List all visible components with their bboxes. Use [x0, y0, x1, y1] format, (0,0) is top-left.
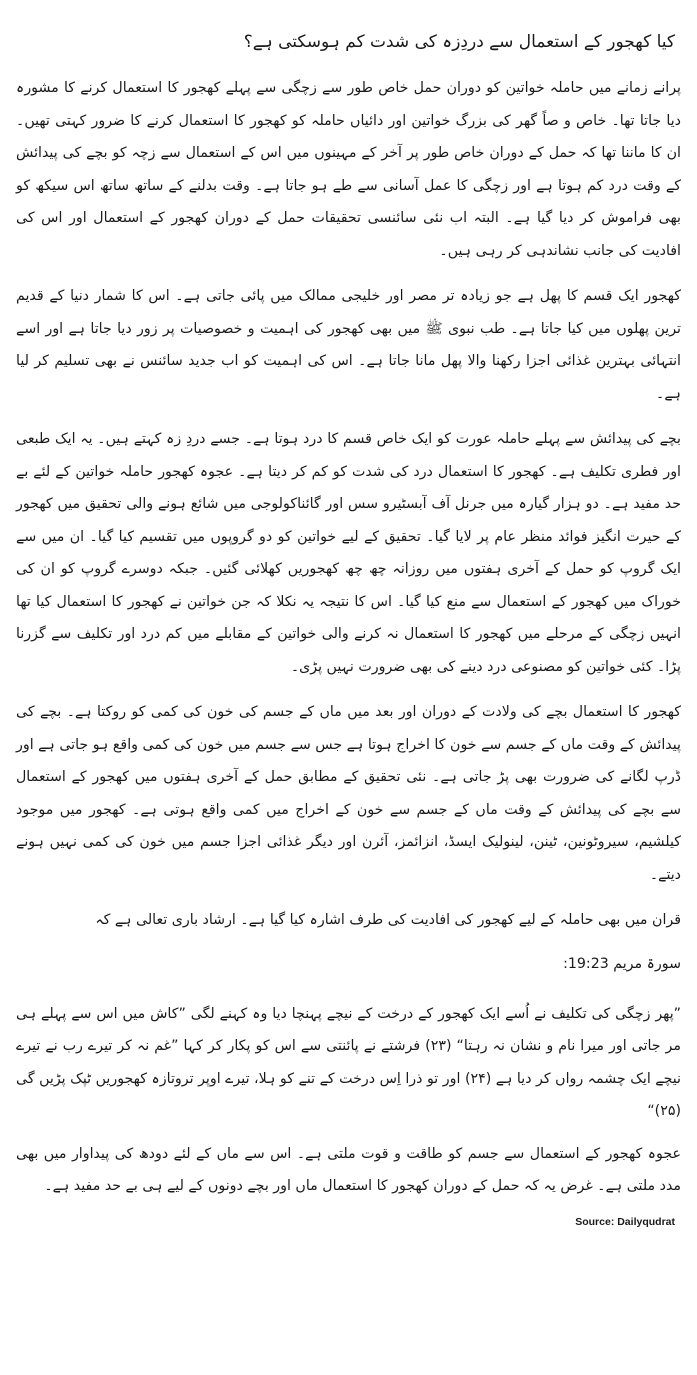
paragraph-closing: عجوہ کھجور کے استعمال سے جسم کو طاقت و قوت ملتی ہے۔ اس سے ماں کے لئے دودھ کی پیداوار میں بھی مدد ملتی ہے۔ غرض یہ کہ حمل کے دوران کھجور کا استعمال ماں اور بچے دونوں کے لیے ہی بے حد مفید ہے۔: [16, 1145, 681, 1194]
paragraph-quran-intro: قران میں بھی حاملہ کے لیے کھجور کی افادیت کی طرف اشارہ کیا گیا ہے۔ ارشاد باری تعالی ہے کہ: [95, 912, 681, 928]
paragraph-intro: پرانے زمانے میں حاملہ خواتین کو دوران حمل خاص طور سے زچگی سے پہلے کھجور کا استعمال کرنے کا مشورہ دیا جاتا تھا۔ خاص و صاً گھر کی بزرگ خواتین اور دائیاں حاملہ کو کھجور کا استعمال کرنے کا ضرور کہتی تھیں۔ ان کا ماننا تھا کہ حمل کے دوران خاص طور پر آخر کے مہینوں میں اس کے استعمال سے زچہ کو بچے کی پیدائش کے وقت درد کم ہوتا ہے اور زچگی کا عمل آسانی سے طے ہو جاتا ہے۔ وقت بدلنے کے ساتھ ساتھ اس سیکھ کو بھی فراموش کر دیا گیا ہے۔ البتہ اب نئی سائنسی تحقیقات حمل کے دوران کھجور کے استعمال اور اس کی افادیت کی جانب نشاندہی کر رہی ہیں۔: [16, 80, 681, 259]
source-credit: Source: Dailyqudrat: [575, 1215, 675, 1228]
paragraph-blood-loss: کھجور کا استعمال بچے کی ولادت کے دوران اور بعد میں ماں کے جسم کی خون کی کمی کو روکتا ہے۔ بچے کی پیدائش کے وقت ماں کے جسم سے خون کا اخراج ہوتا ہے جس سے جسم میں خون کی کمی واقع ہو جاتی ہے اور ڈرپ لگانے کی ضرورت بھی پڑ جاتی ہے۔ نئی تحقیق کے مطابق حمل کے آخری ہفتوں میں کھجور کے استعمال سے بچے کی پیدائش کے وقت ماں کے جسم سے خون کے اخراج میں کمی واقع ہوتی ہے۔ کھجور میں موجود کیلشیم، سیروٹونین، ٹینن، لینولیک ایسڈ، انزائمز، آئرن اور دیگر غذائی اجزا جسم میں خون کی کمی نہیں ہونے دیتے۔: [16, 704, 681, 883]
quran-quote: ”پھر زچگی کی تکلیف نے اُسے ایک کھجور کے درخت کے نیچے پہنچا دیا وہ کہنے لگی ”کاش میں اس سے پہلے ہی مر جاتی اور میرا نام و نشان نہ رہتا“ (۲۳) فرشتے نے پائنتی سے اس کو پکار کر کہا ”غم نہ کر تیرے رب نے تیرے نیچے ایک چشمہ رواں کر دیا ہے (۲۴) اور تو ذرا اِس درخت کے تنے کو ہلا، تیرے اوپر تروتازہ کھجوریں ٹپک پڑیں گی (۲۵)“: [16, 1005, 681, 1119]
paragraph-dates-fruit: کھجور ایک قسم کا پھل ہے جو زیادہ تر مصر اور خلیجی ممالک میں پائی جاتی ہے۔ اس کا شمار دنیا کے قدیم ترین پھلوں میں کیا جاتا ہے۔ طب نبوی ﷺ میں بھی کھجور کی اہمیت و خصوصیات پر زور دیا جاتا ہے اور اسے انتہائی بہترین غذائی اجزا رکھنا والا پھل مانا جاتا ہے۔ اس کی اہمیت کو اب جدید سائنس نے بھی تسلیم کر لیا ہے۔: [16, 288, 681, 402]
paragraph-labor-pain-study: بچے کی پیدائش سے پہلے حاملہ عورت کو ایک خاص قسم کا درد ہوتا ہے۔ جسے دردِ زہ کہتے ہیں۔ یہ ایک طبعی اور فطری تکلیف ہے۔ کھجور کا استعمال درد کی شدت کو کم کر دیتا ہے۔ عجوہ کھجور حاملہ خواتین کے لئے بے حد مفید ہے۔ دو ہزار گیارہ میں جرنل آف آبسٹیرو سس اور گائناکولوجی میں شائع ہونے والی تحقیق میں کھجور کے حیرت انگیز فوائد منظر عام پر لایا گیا۔ تحقیق کے لیے خواتین کو دو گروپوں میں تقسیم کیا گیا۔ ان میں سے ایک گروپ کو حمل کے آخری ہفتوں میں روزانہ چھ چھ کھجوریں کھلائی گئیں۔ جبکہ دوسرے گروپ کو ان کی خوراک میں کھجور کے استعمال سے منع کیا گیا۔ اس کا نتیجہ یہ نکلا کہ جن خواتین نے کھجور کا استعمال کیا تھا انہیں زچگی کے مرحلے میں کھجور کا استعمال نہ کرنے والی خواتین کے مقابلے میں کم درد اور تکلیف سے گزرنا پڑا۔ کئی خواتین کو مصنوعی درد دینے کی بھی ضرورت نہیں پڑی۔: [16, 431, 681, 675]
surah-reference: :سورۃ مریم 19:23: [563, 955, 681, 972]
article-title: کیا کھجور کے استعمال سے دردِزہ کی شدت کم ہوسکتی ہے؟: [243, 32, 675, 52]
